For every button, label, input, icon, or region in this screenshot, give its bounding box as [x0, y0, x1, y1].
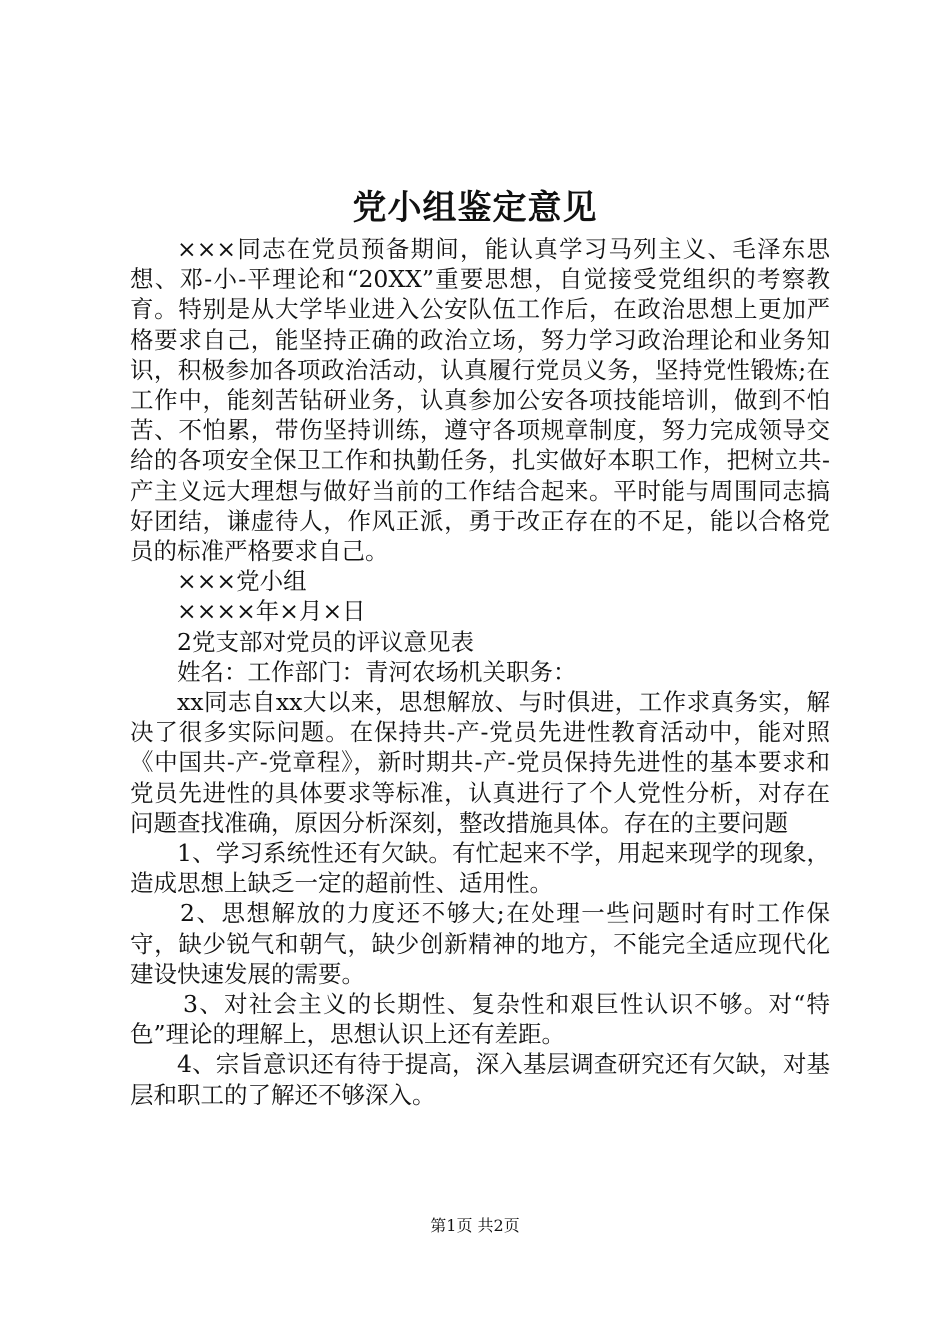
- document-title: 党小组鉴定意见: [352, 188, 598, 228]
- page-number-footer: 第1页 共2页: [430, 1216, 520, 1235]
- issue-item-1: 1、学习系统性还有欠缺。有忙起来不学，用起来现学的现象，造成思想上缺乏一定的超前性、适用性。: [130, 839, 830, 898]
- signature-date: ××××年×月×日: [177, 597, 366, 626]
- issue-item-2: 2、思想解放的力度还不够大;在处理一些问题时有时工作保守，缺少锐气和朝气，缺少创新精神的地方，不能完全适应现代化建设快速发展的需要。: [130, 899, 830, 988]
- signature-party-group: ×××党小组: [177, 567, 307, 596]
- issue-item-4: 4、宗旨意识还有待于提高，深入基层调查研究还有欠缺，对基层和职工的了解还不够深入。: [130, 1050, 830, 1109]
- issue-item-3: 3、对社会主义的长期性、复杂性和艰巨性认识不够。对“特色”理论的理解上，思想认识上还有差距。: [130, 990, 830, 1049]
- section-heading-evaluation-form: 2党支部对党员的评议意见表: [177, 627, 474, 656]
- paragraph-evaluation: xx同志自xx大以来，思想解放、与时俱进，工作求真务实，解决了很多实际问题。在保持共-产-党员先进性教育活动中，能对照《中国共-产-党章程》，新时期共-产-党员保持先进性的基本要求和党员先进性的具体要求等标准，认真进行了个人党性分析，对存在问题查找准确，原因分析深刻，整改措施具体。存在的主要问题: [130, 688, 830, 837]
- form-fields-line: 姓名：工作部门：青河农场机关职务：: [177, 657, 577, 686]
- paragraph-assessment: ×××同志在党员预备期间，能认真学习马列主义、毛泽东思想、邓-小-平理论和“20XX”重要思想，自觉接受党组织的考察教育。特别是从大学毕业进入公安队伍工作后，在政治思想上更加严格要求自己，能坚持正确的政治立场，努力学习政治理论和业务知识，积极参加各项政治活动，认真履行党员义务，坚持党性锻炼;在工作中，能刻苦钻研业务，认真参加公安各项技能培训，做到不怕苦、不怕累，带伤坚持训练，遵守各项规章制度，努力完成领导交给的各项安全保卫工作和执勤任务，扎实做好本职工作，把树立共-产主义远大理想与做好当前的工作结合起来。平时能与周围同志搞好团结，谦虚待人，作风正派，勇于改正存在的不足，能以合格党员的标准严格要求自己。: [130, 235, 830, 566]
- document-body: [130, 234, 830, 1110]
